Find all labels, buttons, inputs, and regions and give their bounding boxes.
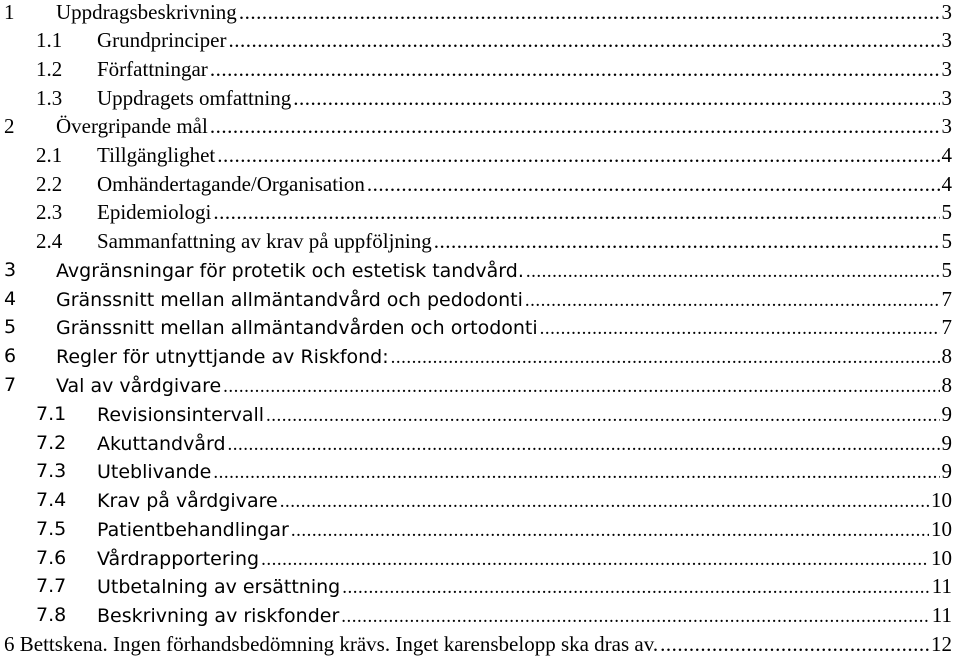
toc-dot-leader bbox=[434, 227, 940, 256]
toc-entry-number: 7.2 bbox=[36, 432, 67, 454]
toc-entry-title: 6 Bettskena. Ingen förhandsbedömning krävs. Inget karensbelopp ska dras av. bbox=[4, 632, 659, 656]
toc-entry-page: 8 bbox=[941, 344, 952, 368]
toc-dot-leader bbox=[525, 286, 940, 315]
toc-dot-leader bbox=[291, 516, 929, 545]
toc-entry-title: Gränssnitt mellan allmäntandvård och pedodonti bbox=[56, 289, 523, 311]
toc-entry[interactable] bbox=[0, 400, 952, 429]
toc-dot-leader bbox=[540, 314, 940, 343]
toc-entry-number: 3 bbox=[4, 259, 17, 281]
toc-dot-leader bbox=[261, 545, 929, 574]
toc-dot-leader bbox=[210, 112, 940, 141]
toc-entry[interactable] bbox=[0, 112, 952, 141]
toc-entry-page: 9 bbox=[941, 402, 952, 426]
toc-entry-number: 4 bbox=[4, 288, 17, 310]
toc-entry[interactable] bbox=[0, 313, 952, 342]
toc-entry[interactable] bbox=[0, 601, 952, 630]
toc-dot-leader bbox=[213, 198, 939, 227]
toc-entry-title: Regler för utnyttjande av Riskfond: bbox=[56, 346, 389, 368]
toc-entry-page: 4 bbox=[941, 172, 952, 196]
toc-dot-leader bbox=[217, 141, 939, 170]
toc-entry[interactable] bbox=[0, 170, 952, 199]
toc-entry-title: Omhändertagande/Organisation bbox=[97, 172, 365, 196]
toc-dot-leader bbox=[391, 343, 940, 372]
toc-entry-page: 7 bbox=[941, 315, 952, 339]
toc-entry[interactable] bbox=[0, 0, 952, 27]
toc-entry-page: 9 bbox=[941, 431, 952, 455]
toc-entry[interactable] bbox=[0, 141, 952, 170]
toc-dot-leader bbox=[228, 430, 940, 459]
toc-entry-title: Beskrivning av riskfonder bbox=[97, 605, 340, 627]
toc-entry-page: 4 bbox=[941, 143, 952, 167]
toc-entry-page: 3 bbox=[941, 114, 952, 138]
toc-entry-number: 2 bbox=[4, 114, 15, 138]
toc-entry-title: Akuttandvård bbox=[97, 433, 226, 455]
toc-entry-number: 2.3 bbox=[36, 200, 63, 224]
toc-entry[interactable] bbox=[0, 371, 952, 400]
toc-dot-leader bbox=[280, 487, 929, 516]
toc-entry-page: 8 bbox=[941, 373, 952, 397]
toc-entry-title: Val av vårdgivare bbox=[56, 375, 222, 397]
toc-entry[interactable] bbox=[0, 84, 952, 113]
toc-dot-leader bbox=[660, 630, 929, 659]
toc-entry-page: 10 bbox=[931, 517, 952, 541]
toc-entry-page: 3 bbox=[941, 86, 952, 110]
toc-entry[interactable] bbox=[0, 198, 952, 227]
toc-entry-title: Utbetalning av ersättning bbox=[97, 576, 341, 598]
toc-entry-title: Tillgänglighet bbox=[97, 143, 216, 167]
toc-dot-leader bbox=[342, 573, 930, 602]
toc-dot-leader bbox=[210, 55, 940, 84]
toc-entry[interactable] bbox=[0, 429, 952, 458]
toc-entry[interactable] bbox=[0, 342, 952, 371]
toc-entry-title: Författningar bbox=[97, 57, 208, 81]
toc-entry-page: 9 bbox=[941, 459, 952, 483]
toc-entry-page: 12 bbox=[931, 632, 952, 656]
toc-entry-number: 7.5 bbox=[36, 518, 67, 540]
toc-entry[interactable] bbox=[0, 285, 952, 314]
toc-dot-leader bbox=[228, 26, 939, 55]
toc-entry[interactable] bbox=[0, 630, 952, 659]
toc-entry-page: 5 bbox=[941, 258, 952, 282]
toc-dot-leader bbox=[526, 257, 940, 286]
toc-entry-number: 6 bbox=[4, 345, 17, 367]
toc-entry-number: 2.1 bbox=[36, 143, 63, 167]
toc-entry-number: 7.7 bbox=[36, 575, 67, 597]
toc-entry-title: Revisionsintervall bbox=[97, 404, 265, 426]
toc-entry-number: 2.2 bbox=[36, 172, 63, 196]
toc-entry[interactable] bbox=[0, 544, 952, 573]
toc-entry-number: 1.1 bbox=[36, 28, 63, 52]
toc-entry-title: Grundprinciper bbox=[97, 28, 227, 52]
toc-entry-number: 7.1 bbox=[36, 403, 67, 425]
toc-entry-title: Övergripande mål bbox=[56, 114, 208, 138]
toc-entry-number: 1 bbox=[4, 0, 15, 24]
toc-entry[interactable] bbox=[0, 26, 952, 55]
toc-entry-number: 1.3 bbox=[36, 86, 63, 110]
toc-entry-number: 7.6 bbox=[36, 547, 67, 569]
toc-entry-title: Vårdrapportering bbox=[97, 548, 260, 570]
toc-entry-title: Krav på vårdgivare bbox=[97, 490, 278, 512]
toc-entry-title: Avgränsningar för protetik och estetisk tandvård. bbox=[56, 260, 524, 282]
toc-dot-leader bbox=[239, 0, 940, 27]
toc-entry-page: 3 bbox=[941, 28, 952, 52]
toc-entry-number: 7.3 bbox=[36, 460, 67, 482]
toc-entry-page: 3 bbox=[941, 0, 952, 24]
toc-entry-page: 7 bbox=[941, 287, 952, 311]
toc-entry-title: Sammanfattning av krav på uppföljning bbox=[97, 229, 432, 253]
toc-entry-title: Uppdragets omfattning bbox=[97, 86, 292, 110]
toc-entry[interactable] bbox=[0, 515, 952, 544]
toc-dot-leader bbox=[367, 170, 940, 199]
toc-entry[interactable] bbox=[0, 256, 952, 285]
toc-entry-page: 5 bbox=[941, 200, 952, 224]
toc-entry-title: Uppdragsbeskrivning bbox=[56, 0, 237, 24]
toc-entry-number: 7.8 bbox=[36, 604, 67, 626]
toc-entry-title: Uteblivande bbox=[97, 461, 212, 483]
toc-dot-leader bbox=[266, 401, 939, 430]
toc-entry-page: 10 bbox=[931, 488, 952, 512]
toc-entry[interactable] bbox=[0, 55, 952, 84]
toc-entry-number: 7 bbox=[4, 374, 17, 396]
toc-entry-page: 3 bbox=[941, 57, 952, 81]
toc-dot-leader bbox=[341, 602, 930, 631]
toc-entry[interactable] bbox=[0, 486, 952, 515]
toc-entry[interactable] bbox=[0, 457, 952, 486]
toc-entry-title: Patientbehandlingar bbox=[97, 519, 289, 541]
toc-entry-page: 11 bbox=[931, 603, 952, 627]
toc-entry-page: 5 bbox=[941, 229, 952, 253]
toc-entry[interactable] bbox=[0, 227, 952, 256]
toc-entry[interactable] bbox=[0, 572, 952, 601]
toc-entry-title: Epidemiologi bbox=[97, 200, 212, 224]
toc-entry-number: 1.2 bbox=[36, 57, 63, 81]
toc-entry-title: Gränssnitt mellan allmäntandvården och ortodonti bbox=[56, 317, 538, 339]
toc-entry-page: 10 bbox=[931, 546, 952, 570]
toc-dot-leader bbox=[223, 372, 939, 401]
toc-dot-leader bbox=[213, 458, 939, 487]
toc-entry-page: 11 bbox=[931, 574, 952, 598]
toc-entry-number: 7.4 bbox=[36, 489, 67, 511]
toc-entry-number: 2.4 bbox=[36, 229, 63, 253]
toc-dot-leader bbox=[293, 84, 939, 113]
toc-entry-number: 5 bbox=[4, 316, 17, 338]
